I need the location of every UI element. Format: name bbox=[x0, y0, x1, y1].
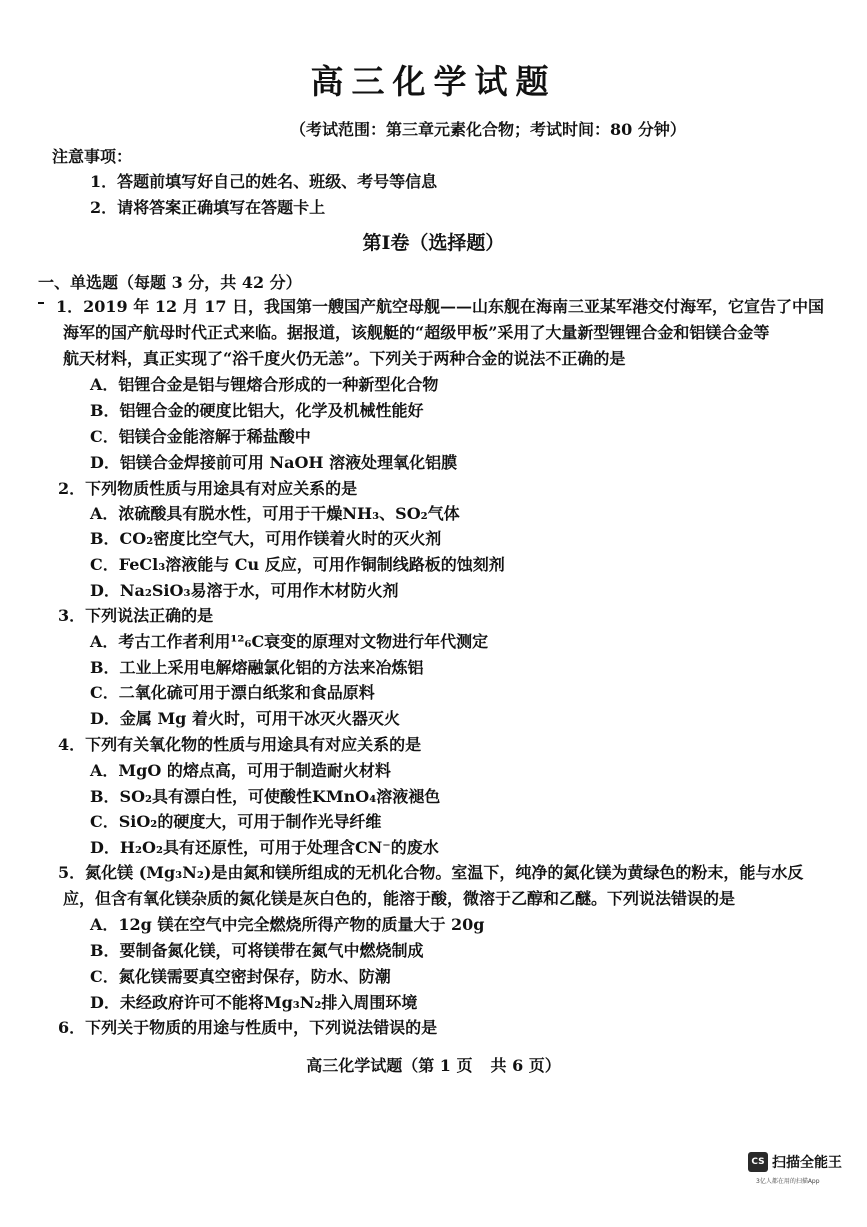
exam-subtitle: （考试范围：第三章元素化合物；考试时间：80 分钟） bbox=[290, 120, 686, 139]
question-stem: 下列有关氧化物的性质与用途具有对应关系的是 bbox=[85, 735, 422, 754]
question-stem: 2019 年 12 月 17 日，我国第一艘国产航空母舰——山东舰在海南三亚某军港交付海军，它宣告了中国 bbox=[83, 297, 825, 316]
option-d: D．未经政府许可不能将Mg₃N₂排入周围环境 bbox=[90, 993, 418, 1012]
option-b: B．要制备氮化镁，可将镁带在氮气中燃烧制成 bbox=[90, 941, 424, 960]
question-5-line-2: 应，但含有氧化镁杂质的氮化镁是灰白色的，能溶于酸，微溶于乙醇和乙醚。下列说法错误的是 bbox=[63, 889, 736, 908]
exam-title: 高三化学试题 bbox=[310, 62, 557, 101]
option-d: D．Na₂SiO₃易溶于水，可用作木材防火剂 bbox=[90, 581, 399, 600]
question-2-stem bbox=[58, 478, 357, 502]
option-b: B．工业上采用电解熔融氯化铝的方法来冶炼铝 bbox=[90, 658, 424, 677]
question-stem: 下列说法正确的是 bbox=[85, 606, 214, 625]
question-6-stem bbox=[58, 1017, 437, 1041]
option-a: A．浓硫酸具有脱水性，可用于干燥NH₃、SO₂气体 bbox=[90, 504, 460, 523]
question-stem: 下列关于物质的用途与性质中，下列说法错误的是 bbox=[85, 1018, 438, 1037]
question-1-line-1 bbox=[56, 296, 824, 320]
option-b: B．CO₂密度比空气大，可用作镁着火时的灭火剂 bbox=[90, 529, 442, 548]
question-number: 4． bbox=[58, 735, 86, 754]
question-4-stem bbox=[58, 734, 421, 758]
option-c: C．SiO₂的硬度大，可用于制作光导纤维 bbox=[90, 812, 382, 831]
question-1-line-3: 航天材料，真正实现了“浴千度火仍无恙”。下列关于两种合金的说法不正确的是 bbox=[63, 349, 626, 368]
option-b: B．SO₂具有漂白性，可使酸性KMnO₄溶液褪色 bbox=[90, 787, 441, 806]
question-number: 1． bbox=[56, 297, 84, 316]
option-c: C．氮化镁需要真空密封保存，防水、防潮 bbox=[90, 967, 391, 986]
option-d: D．H₂O₂具有还原性，可用于处理含CN⁻的废水 bbox=[90, 838, 439, 857]
watermark-tagline: 3亿人都在用的扫描App bbox=[756, 1178, 820, 1185]
margin-mark bbox=[38, 302, 44, 304]
question-stem: 下列物质性质与用途具有对应关系的是 bbox=[85, 479, 358, 498]
notice-heading: 注意事项： bbox=[52, 147, 133, 166]
page-footer bbox=[0, 1053, 867, 1076]
question-5-line-1 bbox=[58, 862, 803, 886]
watermark-name: 扫描全能王 bbox=[772, 1155, 842, 1171]
option-c: C．铝镁合金能溶解于稀盐酸中 bbox=[90, 427, 311, 446]
footer-total: 共 6 页） bbox=[490, 1056, 561, 1075]
option-a: A．铝锂合金是铝与锂熔合形成的一种新型化合物 bbox=[90, 375, 439, 394]
option-a: A．12g 镁在空气中完全燃烧所得产物的质量大于 20g bbox=[90, 915, 485, 934]
notice-item: 2．请将答案正确填写在答题卡上 bbox=[90, 198, 326, 217]
question-1-line-2: 海军的国产航母时代正式来临。据报道，该舰艇的“超级甲板”采用了大量新型锂锂合金和铝镁合金等 bbox=[63, 323, 770, 342]
option-d: D．金属 Mg 着火时，可用干冰灭火器灭火 bbox=[90, 709, 400, 728]
option-a: A．MgO 的熔点高，可用于制造耐火材料 bbox=[90, 761, 391, 780]
question-stem: 氮化镁 (Mg₃N₂)是由氮和镁所组成的无机化合物。室温下，纯净的氮化镁为黄绿色的粉末，能与水反 bbox=[85, 863, 804, 882]
section-title: 一、单选题（每题 3 分，共 42 分） bbox=[38, 273, 302, 292]
question-number: 3． bbox=[58, 606, 86, 625]
camscanner-logo-icon: CS bbox=[748, 1152, 768, 1172]
option-c: C．二氧化硫可用于漂白纸浆和食品原料 bbox=[90, 683, 375, 702]
footer-page: 高三化学试题（第 1 页 bbox=[306, 1056, 473, 1075]
option-b: B．铝锂合金的硬度比铝大，化学及机械性能好 bbox=[90, 401, 424, 420]
notice-item: 1．答题前填写好自己的姓名、班级、考号等信息 bbox=[90, 172, 438, 191]
option-d: D．铝镁合金焊接前可用 NaOH 溶液处理氧化铝膜 bbox=[90, 453, 458, 472]
question-number: 6． bbox=[58, 1018, 86, 1037]
question-3-stem bbox=[58, 605, 213, 629]
scanner-watermark bbox=[748, 1150, 860, 1190]
question-number: 2． bbox=[58, 479, 86, 498]
option-a: A．考古工作者利用¹²₆C衰变的原理对文物进行年代测定 bbox=[90, 632, 489, 651]
volume-title: 第Ⅰ卷（选择题） bbox=[362, 232, 505, 254]
option-c: C．FeCl₃溶液能与 Cu 反应，可用作铜制线路板的蚀刻剂 bbox=[90, 555, 505, 574]
question-number: 5． bbox=[58, 863, 86, 882]
